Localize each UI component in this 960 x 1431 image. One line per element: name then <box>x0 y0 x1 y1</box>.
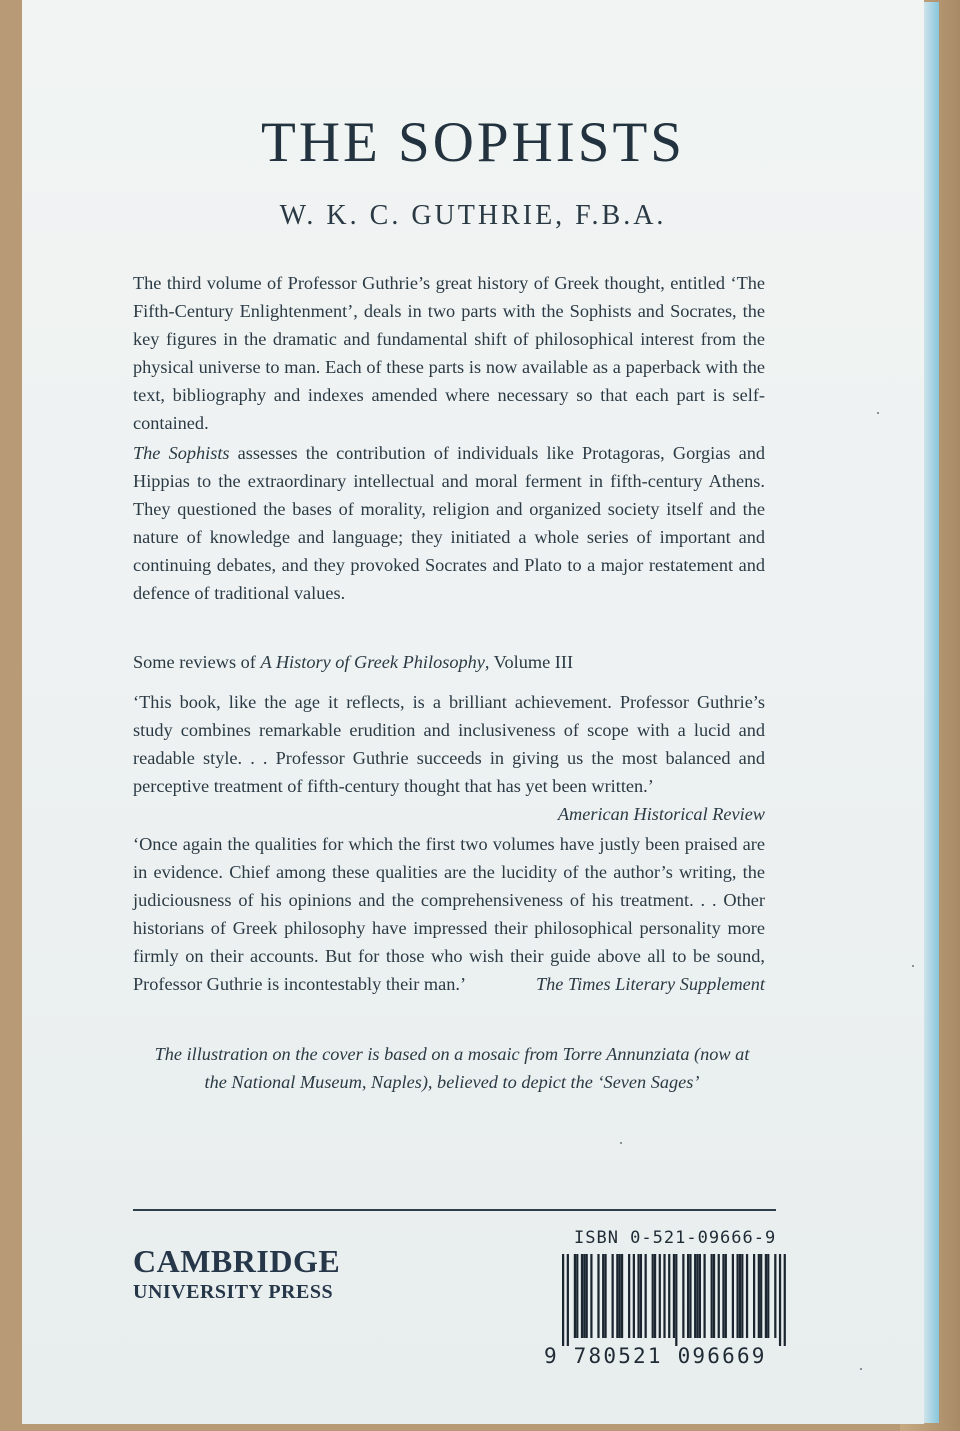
barcode-bar <box>725 1254 727 1338</box>
barcode-bar <box>732 1254 734 1338</box>
barcode-bar <box>746 1254 748 1338</box>
barcode-bar <box>633 1254 635 1338</box>
book-title: THE SOPHISTS <box>261 111 685 174</box>
barcode-bar <box>574 1254 576 1338</box>
barcode-bar <box>654 1254 656 1338</box>
publisher-subname: UNIVERSITY PRESS <box>133 1281 334 1303</box>
barcode-bar <box>736 1254 738 1338</box>
reviews-heading-suffix: , Volume III <box>484 652 574 672</box>
isbn-label: ISBN 0-521-09666-9 <box>574 1228 777 1248</box>
barcode-bar <box>604 1254 606 1338</box>
barcode-bar <box>784 1254 786 1346</box>
illustration-note-c: ), believed to depict the ‘ <box>421 1072 604 1092</box>
speck <box>620 1142 622 1144</box>
barcode-bar <box>741 1254 743 1338</box>
barcode-bar <box>689 1254 691 1338</box>
review-quote: ‘This book, like the age it reflects, is a brilliant achievement. Professor Guthrie’s study combines remarkable erudition and inclusiveness of scope with a lucid and readable style. . . Professor Guthrie succeeds in giving us the most balanced and perceptive treatment of fifth-century thought that has yet been written.’ <box>133 692 765 796</box>
description-paragraph-2 <box>133 439 765 607</box>
book-title-italic: The Sophists <box>133 443 230 463</box>
barcode-number: 9 780521 096669 <box>544 1344 767 1368</box>
barcode-bar <box>583 1254 585 1338</box>
barcode-bar <box>767 1254 769 1338</box>
barcode-bar <box>722 1254 724 1338</box>
divider-rule <box>133 1209 776 1211</box>
speck <box>860 1368 862 1370</box>
barcode-bar <box>576 1254 578 1338</box>
barcode-bar <box>765 1254 767 1338</box>
barcode-bar <box>621 1254 623 1338</box>
illustration-note-d: Seven Sages <box>603 1072 694 1092</box>
barcode-bar <box>694 1254 696 1338</box>
barcode-bar <box>673 1254 675 1338</box>
barcode-bar <box>663 1254 665 1338</box>
barcode-bar <box>779 1254 781 1346</box>
barcode-bar <box>659 1254 661 1338</box>
review-source: The Times Literary Supplement <box>535 974 765 994</box>
description-paragraph-1 <box>133 269 765 437</box>
barcode-bar <box>597 1254 599 1338</box>
barcode-bar <box>711 1254 713 1338</box>
review-2 <box>133 830 765 998</box>
barcode-bar <box>696 1254 698 1338</box>
barcode-bar <box>616 1254 618 1338</box>
barcode-bar <box>675 1254 677 1346</box>
barcode-bar <box>753 1254 755 1338</box>
barcode-bar <box>602 1254 604 1338</box>
barcode-bar <box>682 1254 684 1338</box>
reviews-heading-prefix: Some reviews of <box>133 652 261 672</box>
book-author: W. K. C. GUTHRIE, F.B.A. <box>279 200 667 231</box>
barcode-bar <box>562 1254 564 1346</box>
barcode-bar <box>645 1254 647 1338</box>
reviews-heading <box>133 648 765 676</box>
illustration-note <box>142 1040 762 1096</box>
barcode-bar <box>637 1254 639 1338</box>
barcode-bar <box>586 1254 588 1338</box>
barcode-bar <box>699 1254 701 1338</box>
publisher-name: CAMBRIDGE <box>133 1243 341 1279</box>
description-text-2: assesses the contribution of individuals like Protagoras, Gorgias and Hippias to the extraordinary intellectual and moral ferment in fifth-century Athens. They questioned the bases of morality, religion and organized society itself and the nature of knowledge and language; they initiated a whole series of important and continuing debates, and they provoked Socrates and Plato to a major restatement and defence of traditional values. <box>133 443 765 603</box>
barcode-bar <box>640 1254 642 1338</box>
barcode-bar <box>628 1254 630 1338</box>
barcode-bar <box>703 1254 705 1338</box>
barcode-bar <box>652 1254 654 1338</box>
barcode-bar <box>718 1254 720 1338</box>
barcode-bar <box>612 1254 614 1338</box>
barcode-bar <box>581 1254 583 1338</box>
reviews-heading-work: A History of Greek Philosophy <box>260 652 485 672</box>
review-source: American Historical Review <box>557 804 765 824</box>
barcode-bar <box>758 1254 760 1338</box>
review-1 <box>133 688 765 828</box>
illustration-note-e: ’ <box>693 1072 700 1092</box>
speck <box>912 965 914 967</box>
barcode-bar <box>590 1254 592 1338</box>
barcode-bar <box>774 1254 776 1338</box>
barcode-bar <box>713 1254 715 1338</box>
illustration-note-b: now at the National Museum, Naples <box>204 1044 750 1092</box>
barcode-bar <box>687 1254 689 1338</box>
illustration-note-a: The illustration on the cover is based on a mosaic from Torre Annunziata ( <box>154 1044 701 1064</box>
barcode-icon <box>562 1254 786 1346</box>
back-cover <box>22 0 924 1424</box>
barcode-bar <box>619 1254 621 1338</box>
speck <box>877 412 879 414</box>
barcode-bar <box>668 1254 670 1338</box>
description-text-1: The third volume of Professor Guthrie’s great history of Greek thought, entitled ‘The Fifth-Century Enlightenment’, deals in two parts with the Sophists and Socrates, the key figures in the dramatic and fundamental shift of philosophical interest from the physical universe to man. Each of these parts is now available as a paperback with the text, bibliography and indexes amended where necessary so that each part is self-contained. <box>133 273 765 433</box>
barcode-bar <box>760 1254 762 1338</box>
review-quote: ‘Once again the qualities for which the first two volumes have justly been praised are in evidence. Chief among these qualities are the lucidity of the author’s writing, the judiciousness of his opinions and the comprehensiveness of his treatment. . . Other historians of Greek philosophy have impressed their philosophical personality more firmly on their accounts. But for those who wish their guide above all to be sound, Professor Guthrie is incontestably their man.’ <box>133 834 765 994</box>
barcode-bar <box>567 1254 569 1346</box>
barcode-bar <box>739 1254 741 1338</box>
